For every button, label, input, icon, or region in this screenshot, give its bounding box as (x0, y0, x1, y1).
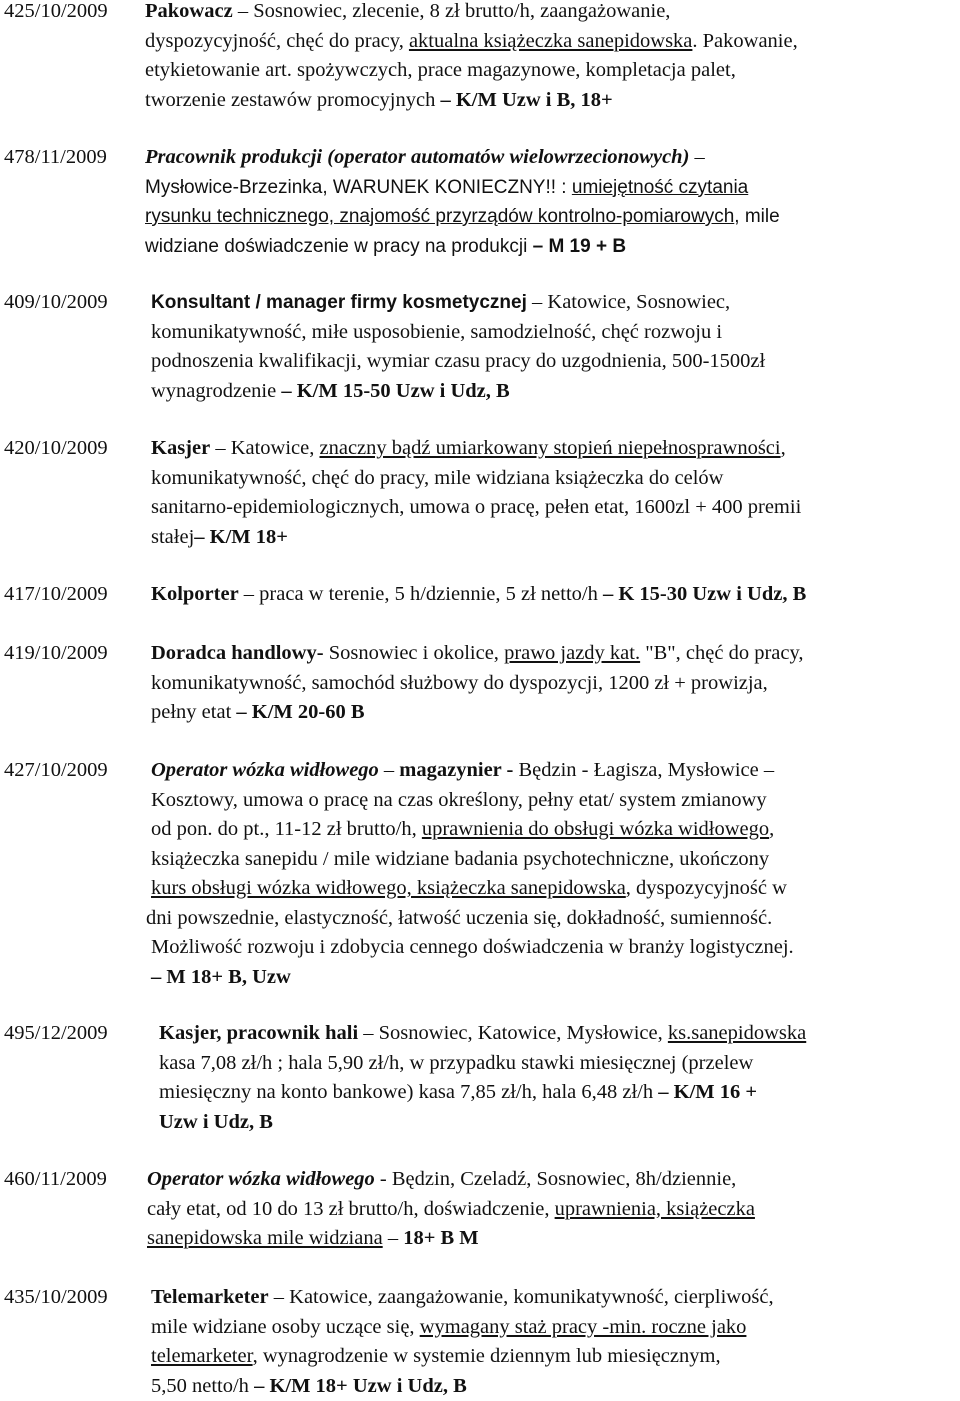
listing-tags: – K/M 20-60 B (236, 701, 364, 723)
listing-line: kasa 7,08 zł/h ; hala 5,90 zł/h, w przypadku stawki miesięcznej (przelew (159, 1049, 956, 1079)
listing-line: Konsultant / manager firmy kosmetycznej – Katowice, Sosnowiec, (151, 288, 956, 318)
job-title: Pracownik produkcji (operator automatów wielowrzecionowych) (145, 146, 689, 168)
listing-line: pełny etat – K/M 20-60 B (151, 698, 956, 728)
listing-line: widziane doświadczenie w pracy na produkcji – M 19 + B (145, 232, 956, 262)
listing-line: cały etat, od 10 do 13 zł brutto/h, doświadczenie, uprawnienia, książeczka (147, 1195, 956, 1225)
listing-number: 409/10/2009 (4, 288, 108, 318)
requirement-link: aktualna książeczka sanepidowska (409, 30, 692, 52)
listing-line: Uzw i Udz, B (159, 1108, 956, 1138)
listing-line (151, 963, 956, 993)
listing-tags: – K/M 16 + (658, 1081, 757, 1103)
listing-line: etykietowanie art. spożywczych, prace magazynowe, kompletacja palet, (145, 56, 956, 86)
listing-line: komunikatywność, miłe usposobienie, samodzielność, chęć rozwoju i (151, 318, 956, 348)
listing-line: Operator wózka widłowego - Będzin, Czeladź, Sosnowiec, 8h/dziennie, (147, 1165, 956, 1195)
listing-number: 420/10/2009 (4, 434, 108, 464)
listing-number: 460/11/2009 (4, 1165, 107, 1195)
job-listing (4, 580, 956, 610)
listing-line: sanitarno-epidemiologicznych, umowa o pracę, pełen etat, 1600zl + 400 premii (151, 493, 956, 523)
listing-line: Kolporter – praca w terenie, 5 h/dziennie, 5 zł netto/h – K 15-30 Uzw i Udz, B (151, 580, 956, 610)
job-listing (4, 0, 956, 115)
listing-line: dyspozycyjność, chęć do pracy, aktualna książeczka sanepidowska. Pakowanie, (145, 27, 956, 57)
listing-line: komunikatywność, samochód służbowy do dyspozycji, 1200 zł + prowizja, (151, 669, 956, 699)
listing-line: kurs obsługi wózka widłowego, książeczka sanepidowska, dyspozycyjność w (151, 874, 956, 904)
listing-line: 5,50 netto/h – K/M 18+ Uzw i Udz, B (151, 1372, 956, 1401)
job-title: Telemarketer (151, 1286, 269, 1308)
listing-line: Telemarketer – Katowice, zaangażowanie, komunikatywność, cierpliwość, (151, 1283, 956, 1313)
job-listing (4, 288, 956, 406)
job-title: Kasjer, pracownik hali (159, 1022, 358, 1044)
job-title: Pakowacz (145, 0, 233, 22)
listing-line: dni powszednie, elastyczność, łatwość uczenia się, dokładność, sumienność. (146, 904, 956, 934)
listing-line: Kasjer, pracownik hali – Sosnowiec, Katowice, Mysłowice, ks.sanepidowska (159, 1019, 956, 1049)
job-title: Kasjer (151, 437, 210, 459)
listing-tags: – K/M 15-50 Uzw i Udz, B (281, 380, 509, 402)
listing-line: Operator wózka widłowego – magazynier - Będzin - Łagisza, Mysłowice – (151, 756, 956, 786)
listing-tags: – M 18+ B, Uzw (151, 966, 291, 988)
listing-line: telemarketer, wynagrodzenie w systemie dziennym lub miesięcznym, (151, 1342, 956, 1372)
listing-line: sanepidowska mile widziana – 18+ B M (147, 1224, 956, 1254)
listing-tags: 18+ B M (403, 1227, 478, 1249)
job-listing (4, 1019, 956, 1137)
listing-line: Kosztowy, umowa o pracę na czas określony, pełny etat/ system zmianowy (151, 786, 956, 816)
listing-number: 435/10/2009 (4, 1283, 108, 1313)
listing-line: podnoszenia kwalifikacji, wymiar czasu pracy do uzgodnienia, 500-1500zł (151, 347, 956, 377)
listing-line: miesięczny na konto bankowe) kasa 7,85 zł/h, hala 6,48 zł/h – K/M 16 + (159, 1078, 956, 1108)
job-listing (4, 1283, 956, 1401)
job-title: Konsultant / manager firmy kosmetycznej (151, 292, 527, 313)
listing-line: tworzenie zestawów promocyjnych – K/M Uzw i B, 18+ (145, 86, 956, 116)
listing-number: 427/10/2009 (4, 756, 108, 786)
listing-line: wynagrodzenie – K/M 15-50 Uzw i Udz, B (151, 377, 956, 407)
job-listing (4, 756, 956, 992)
listing-line: komunikatywność, chęć do pracy, mile widziana książeczka do celów (151, 464, 956, 494)
listing-number: 419/10/2009 (4, 639, 108, 669)
listing-tags: – K/M 18+ Uzw i Udz, B (254, 1375, 467, 1397)
listing-line: stałej– K/M 18+ (151, 523, 956, 553)
listing-line: rysunku technicznego, znajomość przyrządów kontrolno-pomiarowych, mile (145, 202, 956, 232)
listing-number: 417/10/2009 (4, 580, 108, 610)
listing-number: 425/10/2009 (4, 0, 108, 27)
listing-line: mile widziane osoby uczące się, wymagany staż pracy -min. roczne jako (151, 1313, 956, 1343)
listing-number: 495/12/2009 (4, 1019, 108, 1049)
job-title: Doradca handlowy- (151, 642, 324, 664)
job-listing (4, 1165, 956, 1254)
listing-number: 478/11/2009 (4, 143, 107, 173)
listing-line: książeczka sanepidu / mile widziane badania psychotechniczne, ukończony (151, 845, 956, 875)
listing-tags: – K 15-30 Uzw i Udz, B (603, 583, 806, 605)
job-title: Operator wózka widłowego (147, 1168, 375, 1190)
job-listing (4, 639, 956, 728)
listing-line: Doradca handlowy- Sosnowiec i okolice, prawo jazdy kat. "B", chęć do pracy, (151, 639, 956, 669)
listing-line: Mysłowice-Brzezinka, WARUNEK KONIECZNY!! : umiejętność czytania (145, 173, 956, 203)
listing-line: Pakowacz – Sosnowiec, zlecenie, 8 zł brutto/h, zaangażowanie, (145, 0, 956, 27)
job-title: Kolporter (151, 583, 239, 605)
job-title: Operator wózka widłowego (151, 759, 379, 781)
listing-tags: – M 19 + B (533, 236, 626, 257)
listing-line: Pracownik produkcji (operator automatów wielowrzecionowych) – (145, 143, 956, 173)
listing-line: Możliwość rozwoju i zdobycia cennego doświadczenia w branży logistycznej. (151, 933, 956, 963)
listing-line: Kasjer – Katowice, znaczny bądź umiarkowany stopień niepełnosprawności, (151, 434, 956, 464)
listing-line: od pon. do pt., 11-12 zł brutto/h, uprawnienia do obsługi wózka widłowego, (151, 815, 956, 845)
job-listing (4, 434, 956, 552)
listing-tags: – K/M 18+ (194, 526, 288, 548)
job-listing (4, 143, 956, 261)
listing-tags: – K/M Uzw i B, 18+ (440, 89, 612, 111)
